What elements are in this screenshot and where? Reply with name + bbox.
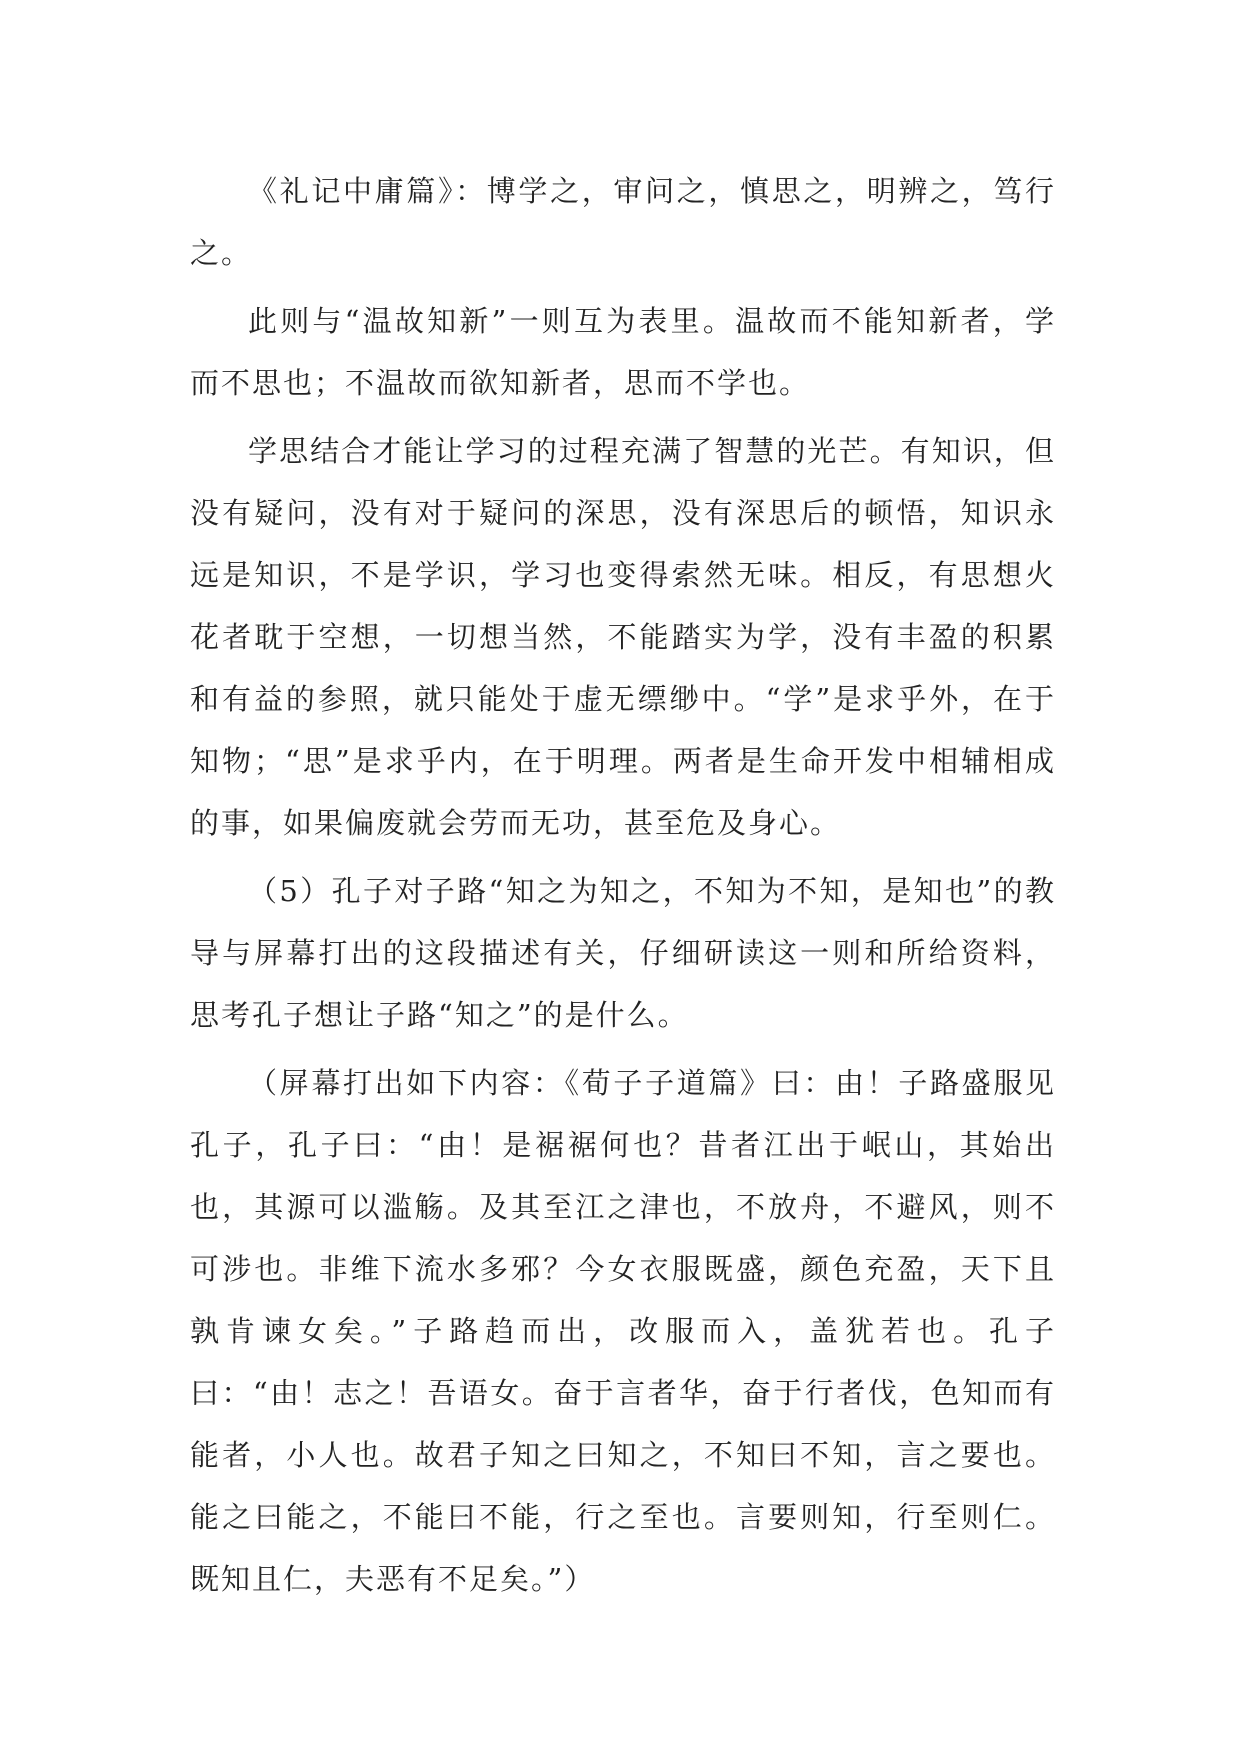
paragraph-xuesi-jiehe: 学思结合才能让学习的过程充满了智慧的光芒。有知识，但没有疑问，没有对于疑问的深思，没有深思后的顿悟，知识永远是知识，不是学识，学习也变得索然无味。相反，有思想火花者耽于空想，一切想当然，不能踏实为学，没有丰盈的积累和有益的参照，就只能处于虚无缥缈中。“学”是求乎外，在于知物；“思”是求乎内，在于明理。两者是生命开发中相辅相成的事，如果偏废就会劳而无功，甚至危及身心。 <box>190 434 1056 840</box>
paragraph-wengu-zhixin: 此则与“温故知新”一则互为表里。温故而不能知新者，学而不思也；不温故而欲知新者，思而不学也。 <box>190 304 1056 400</box>
document-body <box>190 160 1056 1616</box>
paragraph-xunzi-quote: （屏幕打出如下内容：《荀子子道篇》曰：由！子路盛服见孔子，孔子曰：“由！是裾裾何也？昔者江出于岷山，其始出也，其源可以滥觞。及其至江之津也，不放舟，不避风，则不可涉也。非维下流水多邪？今女衣服既盛，颜色充盈，天下且孰肯谏女矣。”子路趋而出，改服而入，盖犹若也。孔子曰：“由！志之！吾语女。奋于言者华，奋于行者伐，色知而有能者，小人也。故君子知之曰知之，不知曰不知，言之要也。能之曰能之，不能曰不能，行之至也。言要则知，行至则仁。既知且仁，夫恶有不足矣。”） <box>190 1066 1056 1596</box>
paragraph-question-5: （5）孔子对子路“知之为知之，不知为不知，是知也”的教导与屏幕打出的这段描述有关，仔细研读这一则和所给资料，思考孔子想让子路“知之”的是什么。 <box>190 874 1056 1032</box>
paragraph-liji-quote: 《礼记中庸篇》：博学之，审问之，慎思之，明辨之，笃行之。 <box>190 174 1056 270</box>
